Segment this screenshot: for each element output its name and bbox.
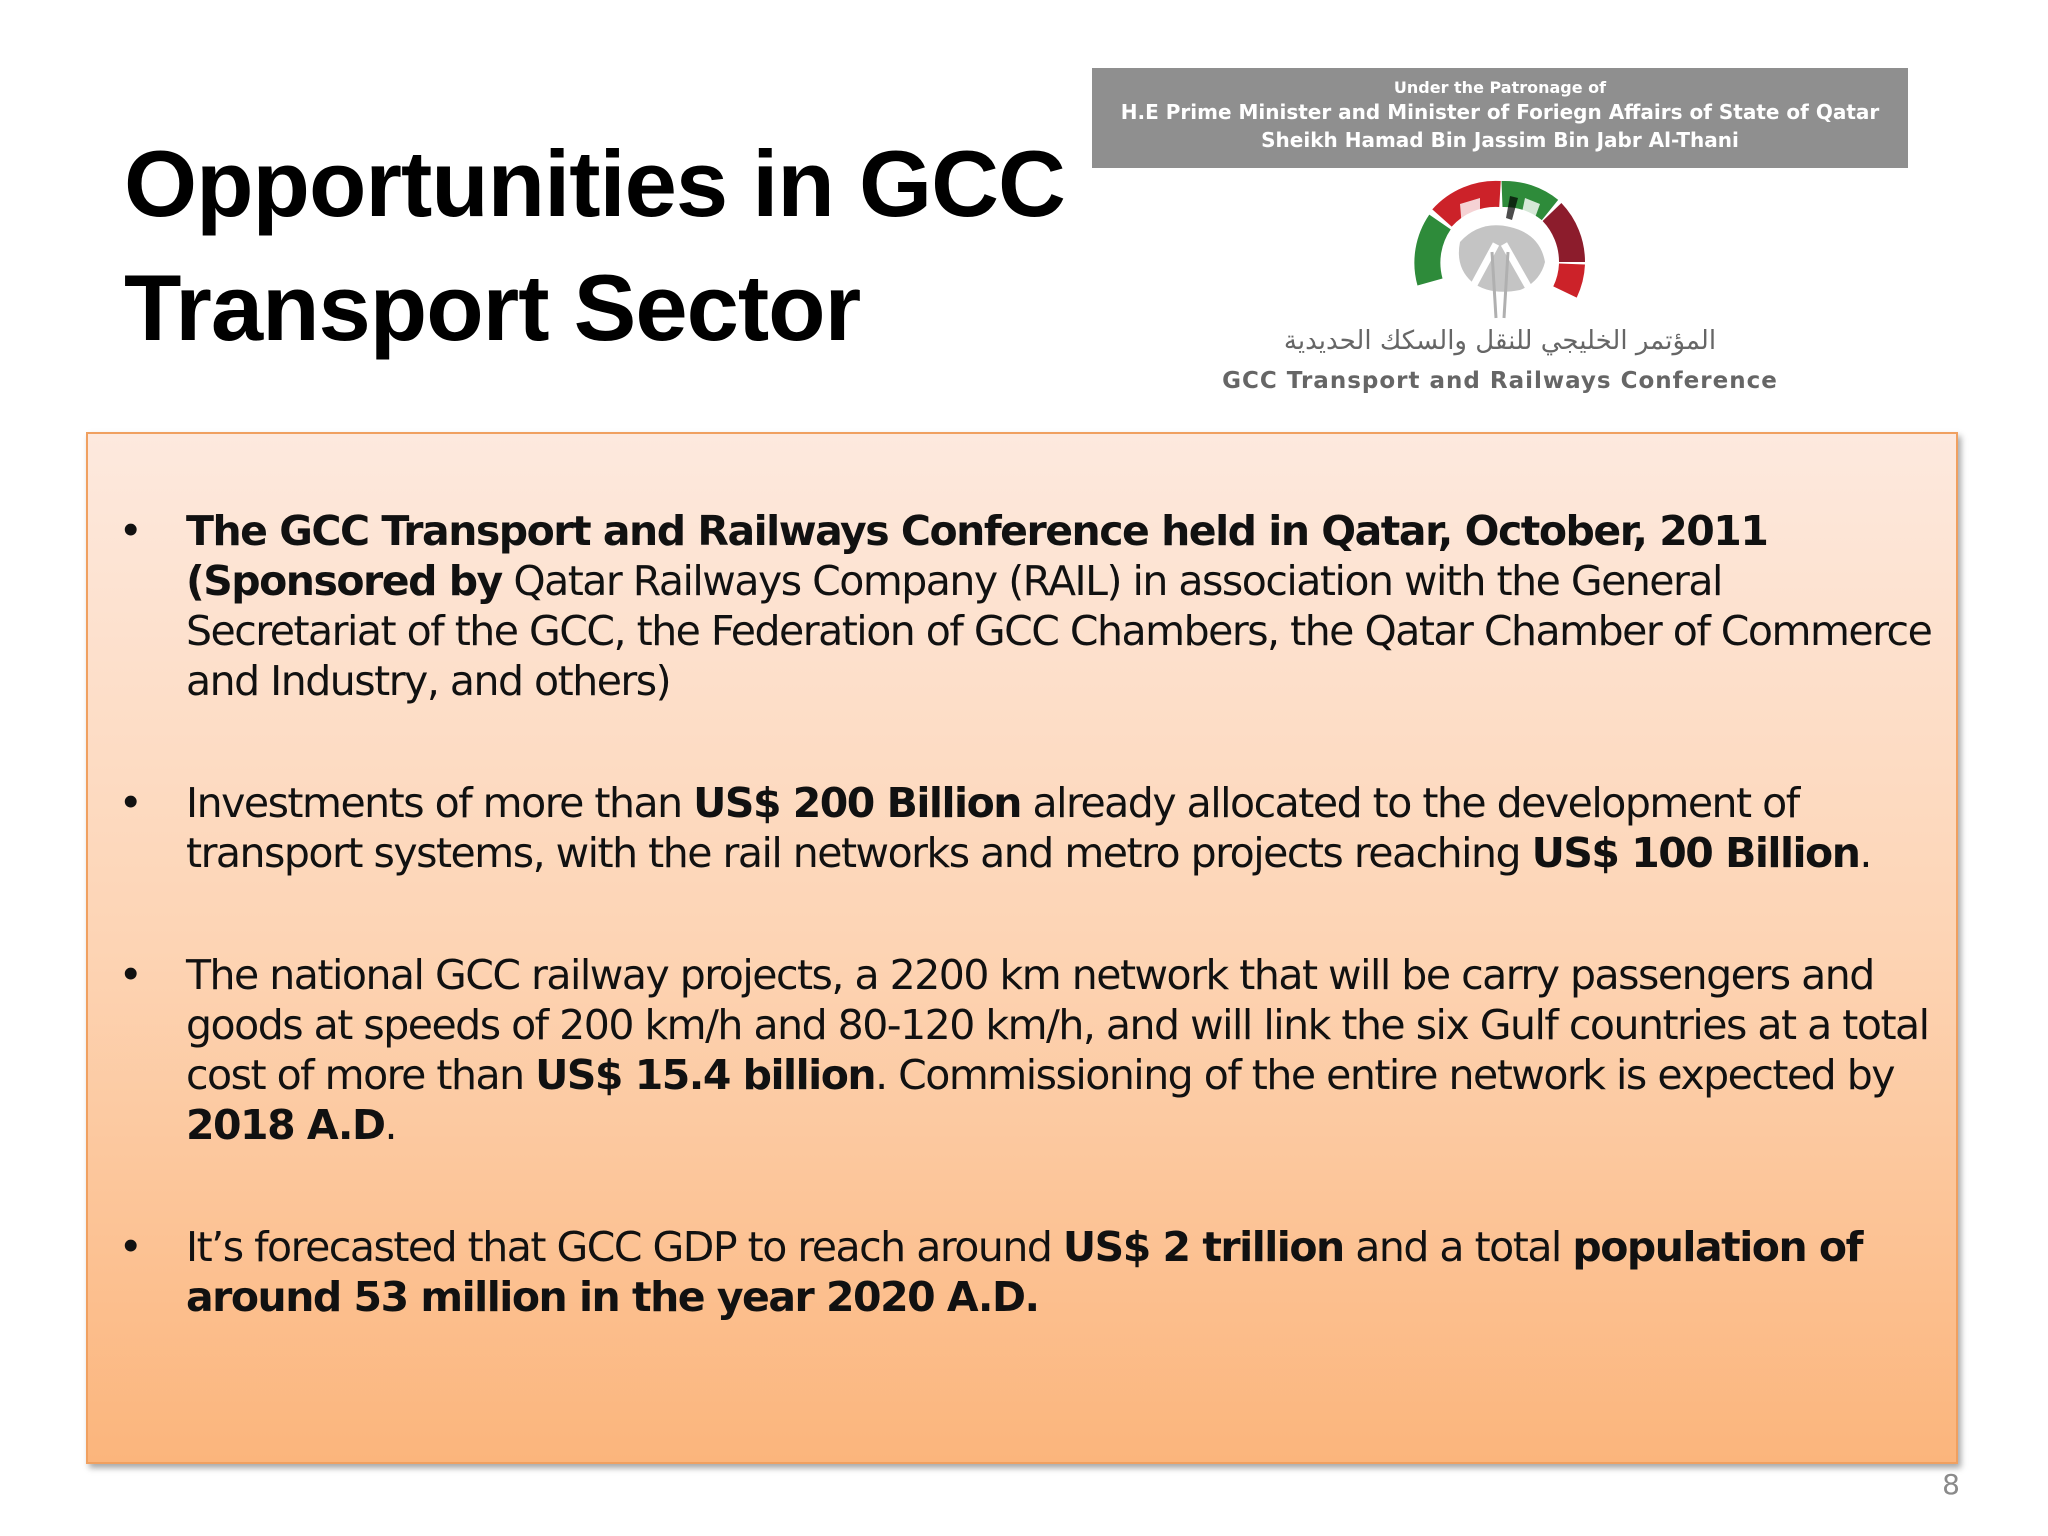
patronage-line-2: H.E Prime Minister and Minister of Foriegn Affairs of State of Qatar [1120,100,1880,124]
bullet-4-text-2: and a total [1343,1223,1573,1271]
bullet-4-bold-1: US$ 2 trillion [1062,1223,1344,1271]
bullet-2-bold-2: US$ 100 Billion [1531,829,1860,877]
bullet-dot: • [118,951,142,999]
bullet-2-text-3: . [1859,829,1871,877]
title-line-1: Opportunities in GCC [124,131,1065,236]
bullet-3-bold-2: 2018 A.D [186,1101,385,1149]
logo-arabic-text: المؤتمر الخليجي للنقل والسكك الحديدية [1283,326,1717,356]
bullet-3-text-3: . [384,1101,397,1149]
bullet-item-investments [88,778,1960,878]
bullet-3-text-2: . Commissioning of the entire network is expected by [875,1051,1895,1099]
conference-logo [1150,172,1850,404]
bullet-3-text-1: The national GCC railway projects, a 2200 km network that will be carry passengers and goods at speeds of 200 km/h and 80-120 km/h, and will link the six Gulf countries at a total cost of more than [186,951,1929,1099]
bullet-2-bold-1: US$ 200 Billion [693,779,1021,827]
bullet-item-railway [88,950,1960,1150]
bullet-1-text: Qatar Railways Company (RAIL) in association with the General Secretariat of the GCC, the Federation of GCC Chambers, the Qatar Chamber of Commerce and Industry, and others) [186,557,1932,705]
page-number: 8 [1942,1468,1960,1501]
logo-english-text: GCC Transport and Railways Conference [1222,368,1778,394]
slide-title [124,122,1065,370]
bullet-2-text-2: already allocated to the development of transport systems, with the rail networks and metro projects reaching [186,779,1799,877]
bullet-4-bold-2: population of around 53 million in the year 2020 A.D. [186,1223,1862,1321]
title-line-2: Transport Sector [124,255,861,360]
bullet-item-forecast [88,1222,1960,1322]
bullet-dot: • [118,1223,142,1271]
bullet-item-conference [88,506,1960,706]
patronage-line-3: Sheikh Hamad Bin Jassim Bin Jabr Al-Thani [1261,128,1739,152]
bullet-3-bold-1: US$ 15.4 billion [535,1051,876,1099]
patronage-line-1: Under the Patronage of [1393,78,1607,97]
bullet-1-bold: The GCC Transport and Railways Conference held in Qatar, October, 2011 (Sponsored by [186,507,1768,605]
bullet-list [88,506,1960,1394]
content-box [86,432,1958,1464]
gcc-emblem-icon [1400,172,1600,322]
bullet-dot: • [118,507,142,555]
bullet-dot: • [118,779,142,827]
patronage-banner [1092,68,1908,168]
emblem-maroon-segment [1552,212,1572,262]
emblem-green-segment [1427,222,1440,282]
bullet-4-text-1: It’s forecasted that GCC GDP to reach around [186,1223,1063,1271]
bullet-2-text-1: Investments of more than [186,779,694,827]
emblem-red-segment-2 [1565,264,1572,292]
